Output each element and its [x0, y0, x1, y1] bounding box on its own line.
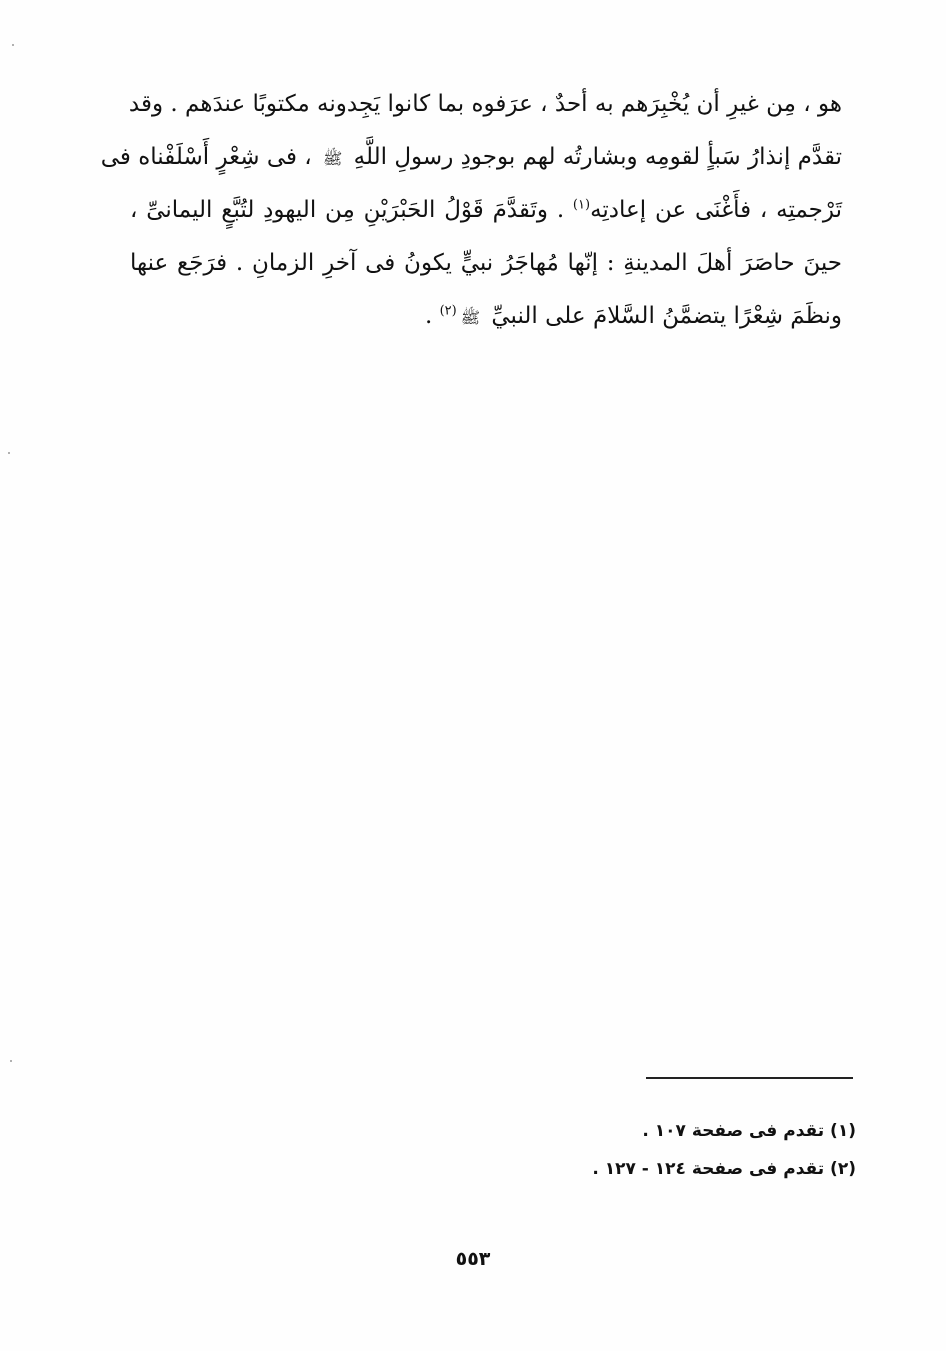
- text-line-3: [130, 184, 842, 237]
- footnote-2: (٢) تقدم فى صفحة ١٢٤ - ١٢٧ .: [592, 1159, 856, 1179]
- text-line-5-start: ونظَمَ شِعْرًا يتضمَّنُ السَّلامَ على النبيِّ: [491, 303, 842, 329]
- scan-speck: [8, 452, 10, 454]
- footnote-ref-1[interactable]: (١): [572, 197, 591, 213]
- text-line-3-end: . وتَقدَّمَ قَوْلُ الحَبْرَيْنِ مِن اليهودِ لتُبَّعٍ اليمانىِّ ،: [130, 197, 565, 223]
- text-line-3-start: تَرْجمتِه ، فأَغْنَى عن إعادتِه: [590, 197, 842, 223]
- text-line-5: [130, 290, 842, 343]
- page-number: ٥٥٣: [455, 1248, 491, 1270]
- footnote-separator: [646, 1077, 853, 1079]
- text-line-5-end: .: [424, 303, 433, 329]
- scan-speck: [10, 1060, 12, 1062]
- text-line-4: حينَ حاصَرَ أهلَ المدينةِ : إنّها مُهاجَرُ نبيٍّ يكونُ فى آخرِ الزمانِ . فرَجَع عنها: [130, 250, 842, 276]
- text-line-2: [100, 131, 842, 184]
- salutation-mark-2: ﷺ: [460, 308, 481, 327]
- footnote-1: (١) تقدم فى صفحة ١٠٧ .: [642, 1121, 856, 1141]
- salutation-mark: ﷺ: [323, 149, 343, 168]
- text-line-1: هو ، مِن غيرِ أن يُخْبِرَهم به أحدٌ ، عرَفوه بما كانوا يَجِدونه مكتوبًا عندَهم . وقد: [128, 91, 842, 117]
- text-line-2-end: ، فى شِعْرٍ أَسْلَفْناه فى: [100, 144, 312, 170]
- text-line-2-start: تقدَّم إنذارُ سَبأٍ لقومِه وبشارتُه لهم بوجودِ رسولِ اللَّهِ: [353, 144, 842, 170]
- footnote-ref-2[interactable]: (٢): [439, 303, 457, 319]
- main-text-block: [100, 78, 842, 343]
- scan-speck: [12, 44, 14, 46]
- footnotes: [520, 1112, 856, 1188]
